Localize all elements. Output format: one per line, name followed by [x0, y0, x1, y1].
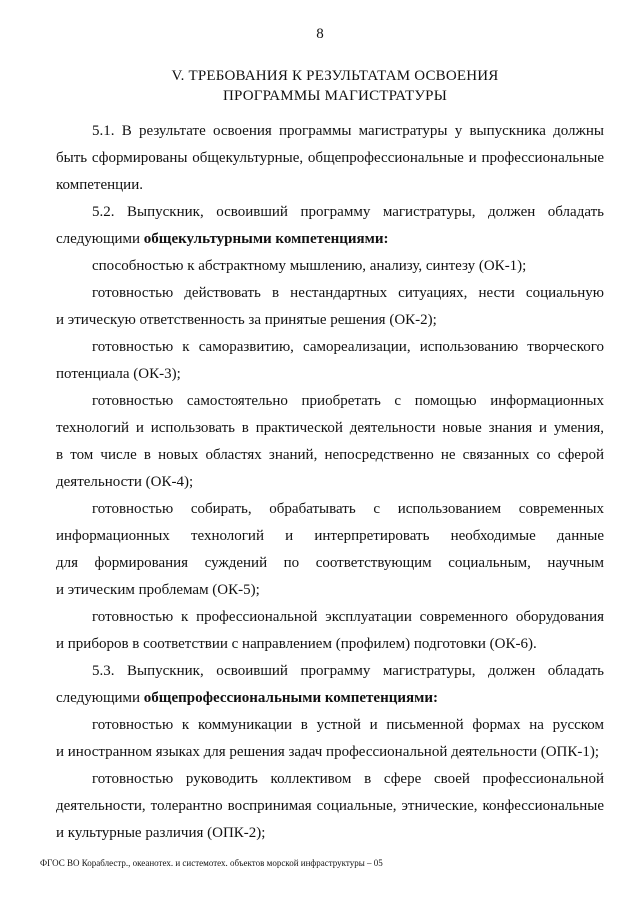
- paragraph-line: и этическую ответственность за принятые решения (ОК-2);: [56, 312, 437, 328]
- paragraph-line: и иностранном языках для решения задач профессиональной деятельности (ОПК-1);: [56, 744, 600, 760]
- paragraph-line: 5.1. В результате освоения программы магистратуры у выпускника должны: [92, 123, 604, 139]
- section-title-line-2: ПРОГРАММЫ МАГИСТРАТУРЫ: [222, 88, 447, 104]
- paragraph-line: и этическим проблемам (ОК-5);: [56, 582, 260, 598]
- list-item: готовностью руководить коллективом в сфере своей профессиональной: [92, 771, 604, 787]
- page-number: 8: [316, 26, 324, 42]
- paragraph-line: для формирования суждений по соответствующим социальным, научным: [56, 555, 604, 571]
- list-item: готовностью самостоятельно приобретать с помощью информационных: [92, 393, 604, 409]
- paragraph-line: потенциала (ОК-3);: [56, 366, 181, 382]
- list-item: готовностью действовать в нестандартных ситуациях, нести социальную: [92, 285, 604, 301]
- emphasis-text: общекультурными компетенциями:: [143, 231, 389, 247]
- list-item: готовностью собирать, обрабатывать с использованием современных: [92, 501, 604, 517]
- paragraph-line: 5.2. Выпускник, освоивший программу магистратуры, должен обладать: [92, 204, 604, 220]
- list-item: способностью к абстрактному мышлению, анализу, синтезу (ОК-1);: [92, 258, 527, 274]
- emphasis-text: общепрофессиональными компетенциями:: [143, 690, 438, 706]
- paragraph-line: 5.3. Выпускник, освоивший программу магистратуры, должен обладать: [92, 663, 604, 679]
- paragraph-line: в том числе в новых областях знаний, непосредственно не связанных со сферой: [56, 447, 604, 463]
- list-item: готовностью к профессиональной эксплуатации современного оборудования: [92, 609, 604, 625]
- lead-text: следующими: [56, 231, 141, 247]
- section-title: [40, 66, 630, 106]
- section-title-line-1: V. ТРЕБОВАНИЯ К РЕЗУЛЬТАТАМ ОСВОЕНИЯ: [171, 68, 499, 84]
- paragraph-line: технологий и использовать в практической деятельности новые знания и умения,: [56, 420, 604, 436]
- page-footer: ФГОС ВО Кораблестр., океанотех. и системотех. объектов морской инфраструктуры – 05: [40, 858, 383, 868]
- paragraph-line: деятельности, толерантно воспринимая социальные, этнические, конфессиональные: [56, 798, 604, 814]
- lead-text: следующими: [56, 690, 141, 706]
- paragraph-line: и культурные различия (ОПК-2);: [56, 825, 266, 841]
- paragraph-line: быть сформированы общекультурные, общепрофессиональные и профессиональные: [56, 150, 604, 166]
- paragraph-line: компетенции.: [56, 177, 143, 193]
- paragraph-line: [56, 229, 604, 249]
- paragraph-line: и приборов в соответствии с направлением (профилем) подготовки (ОК-6).: [56, 636, 537, 652]
- list-item: готовностью к саморазвитию, самореализации, использованию творческого: [92, 339, 604, 355]
- paragraph-line: информационных технологий и интерпретировать необходимые данные: [56, 528, 604, 544]
- paragraph-line: [56, 688, 604, 708]
- paragraph-line: деятельности (ОК-4);: [56, 474, 194, 490]
- list-item: готовностью к коммуникации в устной и письменной формах на русском: [92, 717, 604, 733]
